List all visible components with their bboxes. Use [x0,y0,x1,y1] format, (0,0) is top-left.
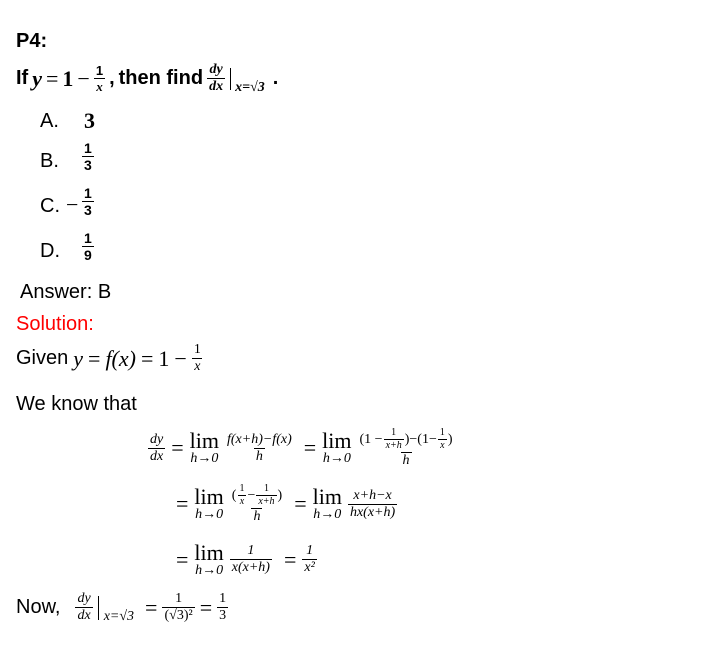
problem-lead: If [16,67,29,89]
option-d-value: $\frac{1}{9}$ [84,230,92,263]
solution-heading: Solution: [16,313,94,335]
problem-fraction: $\frac{1}{x}$ [95,63,104,94]
eval-subscript: x=√3 [235,80,265,95]
step-2: = lim h→0 ( $\frac{1}{x}$ − $\frac{1}{x+h}$ ) h = lim h→0 $\frac{x+h-x}{hx(x+h)}$ [176,483,396,524]
problem-statement: If y = 1 − $\frac{1}{x}$ , then find $\frac{dy}{dx}$ x=√3 . [16,62,279,95]
we-know-that: We know that [16,393,137,415]
option-b-value: $\frac{1}{3}$ [84,140,92,173]
option-a-value: 3 [84,108,95,133]
option-b-label: B. [40,150,59,172]
option-d-label: D. [40,240,60,262]
step-3: = lim h→0 $\frac{1}{x(x+h)}$ = $\frac{1}{\text{x²}}$ [176,540,315,579]
answer-value: B [97,281,112,303]
problem-rhs-int: 1 [62,65,74,91]
problem-minus: − [77,65,90,91]
then-find-text: then find [118,67,204,89]
option-c-sign: − [66,192,79,217]
problem-id: P4: [16,30,48,52]
given-line: Given y = f(x) = 1 − $\frac{1}{x}$ [16,342,201,374]
option-c-value: $\frac{1}{3}$ [84,185,92,218]
answer-line [20,281,111,304]
now-line: Now, $\frac{dy}{dx}$ x=√3 = $\frac{1}{\text{(√3)²}}$ = $\frac{1}{3}$ [16,591,227,624]
option-a-label: A. [40,110,59,132]
step-1: $\frac{dy}{dx}$ = lim h→0 $\frac{f(x+h)-f(x)}{h}$ = lim h→0 (1 − $\frac{1}{x+h}$ )−(1− $\frac{1}{x}$ ) h [150,427,453,468]
answer-label: Answer: [20,281,93,303]
derivative-symbol: $\frac{dy}{dx}$ [209,62,224,94]
problem-lhs: y [32,65,42,91]
option-c-label: C. [40,195,60,217]
